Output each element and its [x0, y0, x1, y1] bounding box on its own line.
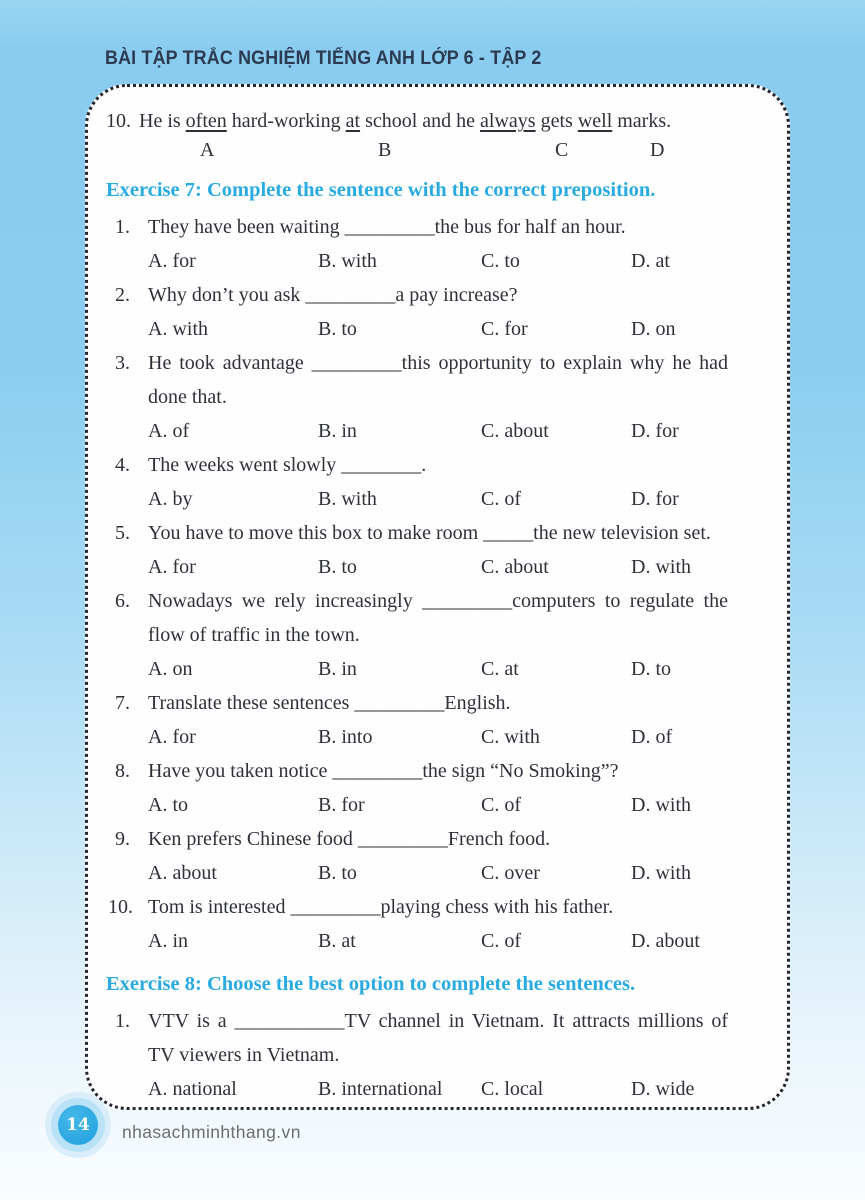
options-row — [148, 414, 769, 448]
option-b: B. international — [318, 1078, 443, 1100]
option-a: A. on — [148, 658, 193, 680]
option-b: B. in — [318, 420, 357, 442]
option-b: B. to — [318, 556, 357, 578]
question-text: VTV is a ___________TV channel in Vietnam. It attracts millions of TV viewers in Vietnam. — [148, 1010, 728, 1066]
option-c: C. to — [481, 250, 520, 272]
answer-letter-a: A — [200, 139, 215, 161]
option-b: B. to — [318, 862, 357, 884]
question-number: 9. — [115, 828, 130, 850]
question-number: 10. — [108, 896, 133, 918]
question-block — [106, 448, 769, 516]
underlined-word: often — [185, 110, 227, 132]
question-number: 10. — [106, 110, 131, 132]
sentence-segment: hard-working — [226, 110, 346, 132]
question-number: 1. — [115, 1010, 130, 1032]
option-b: B. in — [318, 658, 357, 680]
question-number: 8. — [115, 760, 130, 782]
option-a: A. of — [148, 420, 190, 442]
options-row — [148, 550, 769, 584]
option-a: A. with — [148, 318, 208, 340]
option-c: C. with — [481, 726, 540, 748]
option-b: B. to — [318, 318, 357, 340]
question-block — [106, 1004, 769, 1106]
option-b: B. at — [318, 930, 356, 952]
option-c: C. local — [481, 1078, 544, 1100]
option-c: C. of — [481, 794, 521, 816]
options-row — [148, 788, 769, 822]
options-row — [148, 482, 769, 516]
option-d: D. wide — [631, 1078, 695, 1100]
answer-letter-b: B — [378, 139, 392, 161]
question-text: Tom is interested _________playing chess with his father. — [148, 896, 614, 918]
underlined-word: always — [480, 110, 536, 132]
options-row — [148, 856, 769, 890]
option-d: D. with — [631, 556, 691, 578]
option-a: A. for — [148, 726, 196, 748]
options-row — [148, 924, 769, 958]
option-a: A. national — [148, 1078, 237, 1100]
options-row — [148, 312, 769, 346]
exercise-7-question-list — [106, 210, 769, 958]
option-d: D. to — [631, 658, 671, 680]
option-d: D. with — [631, 862, 691, 884]
question-text: Nowadays we rely increasingly _________computers to regulate the flow of traffic in the town. — [148, 590, 728, 646]
sentence-segment: gets — [535, 110, 578, 132]
answer-letters-row — [106, 138, 769, 164]
option-b: B. with — [318, 488, 377, 510]
question-text: Ken prefers Chinese food _________French food. — [148, 828, 551, 850]
option-b: B. into — [318, 726, 373, 748]
question-number: 7. — [115, 692, 130, 714]
option-c: C. about — [481, 420, 549, 442]
option-c: C. about — [481, 556, 549, 578]
option-a: A. by — [148, 488, 193, 510]
question-block — [106, 686, 769, 754]
question-text: Have you taken notice _________the sign “No Smoking”? — [148, 760, 619, 782]
option-c: C. at — [481, 658, 519, 680]
sentence-segment: marks. — [612, 110, 672, 132]
option-d: D. for — [631, 420, 679, 442]
page-number-badge — [58, 1105, 98, 1145]
option-a: A. in — [148, 930, 188, 952]
question-number: 2. — [115, 284, 130, 306]
option-c: C. of — [481, 488, 521, 510]
exercise-8-heading: Exercise 8: Choose the best option to complete the sentences. — [106, 973, 636, 995]
options-row — [148, 244, 769, 278]
question-block — [106, 584, 769, 686]
options-row — [148, 720, 769, 754]
question-number: 6. — [115, 590, 130, 612]
answer-letter-d: D — [650, 139, 665, 161]
question-block — [106, 346, 769, 448]
question-text: They have been waiting _________the bus for half an hour. — [148, 216, 626, 238]
question-number: 1. — [115, 216, 130, 238]
answer-letter-c: C — [555, 139, 569, 161]
question-text: Why don’t you ask _________a pay increase? — [148, 284, 518, 306]
option-d: D. with — [631, 794, 691, 816]
option-b: B. with — [318, 250, 377, 272]
options-row — [148, 1072, 769, 1106]
option-c: C. for — [481, 318, 528, 340]
question-block — [106, 278, 769, 346]
carryover-question — [106, 104, 769, 138]
question-text — [139, 104, 671, 138]
question-text: You have to move this box to make room _____the new television set. — [148, 522, 711, 544]
question-number: 3. — [115, 352, 130, 374]
question-block — [106, 822, 769, 890]
book-title-header: BÀI TẬP TRẮC NGHIỆM TIẾNG ANH LỚP 6 - TẬP 2 — [105, 48, 542, 69]
question-block — [106, 516, 769, 584]
question-number: 4. — [115, 454, 130, 476]
question-number: 5. — [115, 522, 130, 544]
sentence-segment: He is — [139, 110, 186, 132]
question-block — [106, 210, 769, 278]
options-row — [148, 652, 769, 686]
option-a: A. to — [148, 794, 188, 816]
question-block — [106, 754, 769, 822]
question-block — [106, 890, 769, 958]
sentence-segment: school and he — [360, 110, 481, 132]
option-c: C. over — [481, 862, 540, 884]
exercise-content-box — [85, 84, 790, 1110]
exercise-7-heading: Exercise 7: Complete the sentence with the correct preposition. — [106, 179, 656, 201]
underlined-word: at — [345, 110, 361, 132]
exercise-8-question-list — [106, 1004, 769, 1106]
publisher-website: nhasachminhthang.vn — [122, 1122, 301, 1142]
question-text: The weeks went slowly ________. — [148, 454, 427, 476]
page-number: 14 — [66, 1115, 90, 1135]
option-a: A. about — [148, 862, 217, 884]
question-text: Translate these sentences _________English. — [148, 692, 511, 714]
question-text: He took advantage _________this opportunity to explain why he had done that. — [148, 352, 728, 408]
option-d: D. at — [631, 250, 670, 272]
option-d: D. of — [631, 726, 673, 748]
option-b: B. for — [318, 794, 365, 816]
option-c: C. of — [481, 930, 521, 952]
option-d: D. for — [631, 488, 679, 510]
underlined-word: well — [577, 110, 613, 132]
option-a: A. for — [148, 250, 196, 272]
option-d: D. on — [631, 318, 676, 340]
option-a: A. for — [148, 556, 196, 578]
option-d: D. about — [631, 930, 700, 952]
